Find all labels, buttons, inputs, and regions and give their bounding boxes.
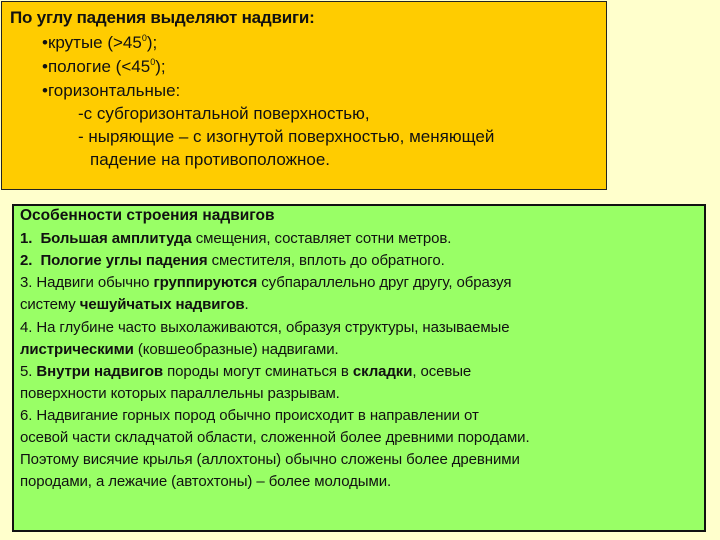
list-item-gentle: •пологие $(<45^0)$; xyxy=(42,57,166,76)
list-item-horizontal: •горизонтальные: xyxy=(42,81,181,100)
dip-box-title: По углу падения выделяют надвиги: xyxy=(10,8,315,27)
sub-item-diving: - ныряющие – с изогнутой поверхностью, меняющей xyxy=(78,127,495,146)
paragraph-3: 3. Надвиги обычно группируются субпараллельно друг другу, образуя xyxy=(20,274,512,291)
paragraph-4: 4. На глубине часто выхолаживаются, образуя структуры, называемые xyxy=(20,319,510,336)
paragraph-5: 5. Внутри надвигов породы могут сминаться в складки, осевые xyxy=(20,363,472,380)
thrust-structure-box xyxy=(12,204,706,532)
sub-item-subhorizontal: -с субгоризонтальной поверхностью, xyxy=(78,104,370,123)
paragraph-2: 2. Пологие углы падения сместителя, вплоть до обратного. xyxy=(20,252,445,269)
list-item-steep: •крутые $(>45^0)$; xyxy=(42,33,158,52)
dip-classification-box xyxy=(1,1,607,190)
paragraph-5-cont: поверхности которых параллельны разрывам. xyxy=(20,385,340,402)
structure-box-title: Особенности строения надвигов xyxy=(20,207,275,224)
paragraph-6-line-2: осевой части складчатой области, сложенной более древними породами. xyxy=(20,429,530,446)
paragraph-3-cont: систему чешуйчатых надвигов. xyxy=(20,296,249,313)
paragraph-6-line-3: Поэтому висячие крылья (аллохтоны) обычно сложены более древними xyxy=(20,451,520,468)
paragraph-4-cont: листрическими (ковшеобразные) надвигами. xyxy=(20,341,339,358)
paragraph-1: 1. Большая амплитуда смещения, составляет сотни метров. xyxy=(20,230,452,247)
paragraph-6-line-4: породами, а лежачие (автохтоны) – более молодыми. xyxy=(20,473,392,490)
paragraph-6-line-1: 6. Надвигание горных пород обычно происходит в направлении от xyxy=(20,407,479,424)
sub-item-diving-cont: падение на противоположное. xyxy=(90,150,331,169)
